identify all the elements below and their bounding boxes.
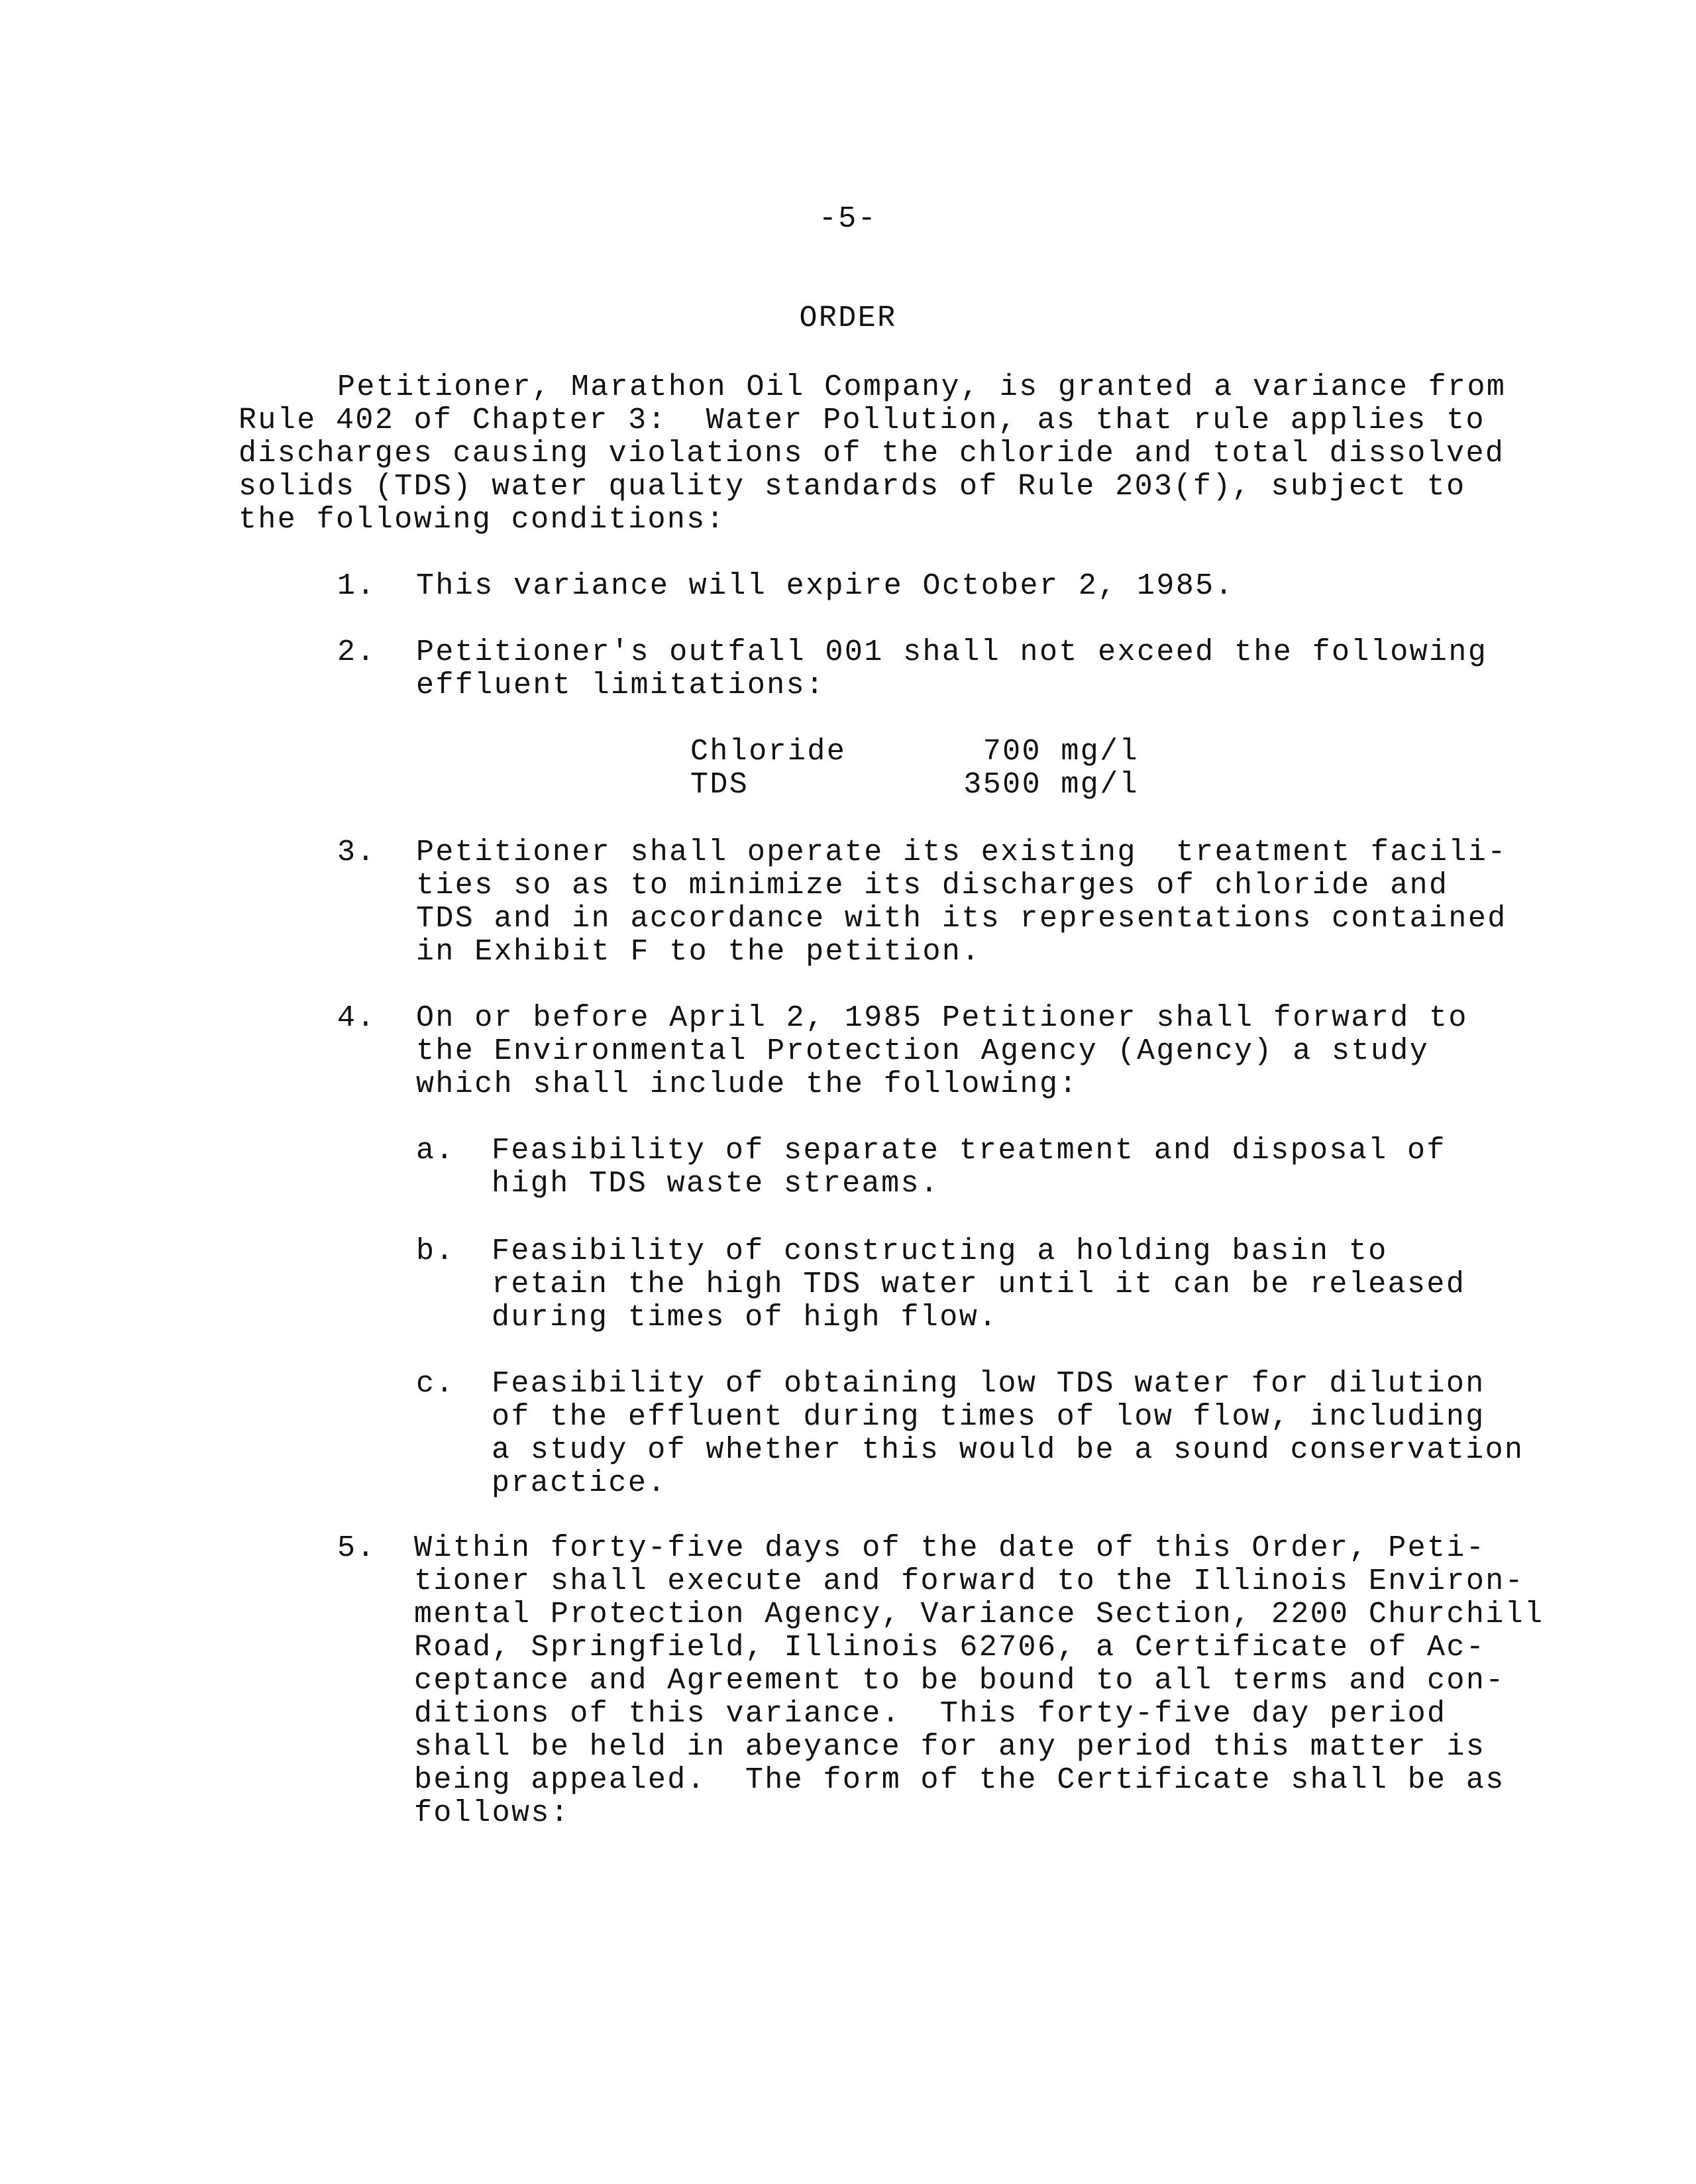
study-text: retain the high TDS water until it can be released bbox=[492, 1268, 1466, 1301]
condition-text: effluent limitations: bbox=[416, 669, 825, 702]
condition-text: mental Protection Agency, Variance Section, 2200 Churchill bbox=[414, 1598, 1544, 1631]
study-text: high TDS waste streams. bbox=[492, 1167, 940, 1201]
condition-text: follows: bbox=[414, 1796, 570, 1830]
study-letter: a. bbox=[416, 1134, 455, 1168]
condition-text: Petitioner's outfall 001 shall not exceed the following bbox=[416, 635, 1488, 669]
limit-value: 3500 mg/l bbox=[963, 768, 1139, 802]
condition-text: Road, Springfield, Illinois 62706, a Certificate of Ac- bbox=[414, 1631, 1486, 1665]
study-text: Feasibility of obtaining low TDS water for dilution bbox=[492, 1367, 1485, 1401]
condition-number: 3. bbox=[337, 836, 376, 869]
study-text: Feasibility of separate treatment and disposal of bbox=[492, 1134, 1446, 1168]
condition-number: 2. bbox=[337, 635, 376, 669]
condition-text: On or before April 2, 1985 Petitioner shall forward to bbox=[416, 1001, 1468, 1035]
study-text: practice. bbox=[492, 1466, 667, 1500]
condition-text: This variance will expire October 2, 1985. bbox=[416, 569, 1234, 603]
study-text: of the effluent during times of low flow, including bbox=[492, 1400, 1485, 1434]
study-letter: b. bbox=[416, 1234, 455, 1268]
intro-line: discharges causing violations of the chloride and total dissolved bbox=[238, 437, 1505, 470]
condition-text: tioner shall execute and forward to the Illinois Environ- bbox=[414, 1564, 1525, 1598]
intro-line: solids (TDS) water quality standards of Rule 203(f), subject to bbox=[238, 470, 1466, 504]
limit-param: TDS bbox=[690, 768, 749, 802]
condition-text: ties so as to minimize its discharges of chloride and bbox=[416, 869, 1449, 902]
limit-param: Chloride bbox=[690, 735, 847, 769]
limit-value: 700 mg/l bbox=[982, 735, 1139, 769]
condition-number: 5. bbox=[337, 1531, 376, 1565]
condition-text: ditions of this variance. This forty-five day period bbox=[414, 1697, 1447, 1731]
page-number: -5- bbox=[818, 202, 878, 236]
order-heading: ORDER bbox=[799, 301, 897, 335]
condition-text: Within forty-five days of the date of this Order, Peti- bbox=[414, 1531, 1486, 1565]
condition-text: which shall include the following: bbox=[416, 1067, 1079, 1101]
condition-text: Petitioner shall operate its existing treatment facili- bbox=[416, 836, 1507, 869]
intro-line: the following conditions: bbox=[238, 503, 726, 537]
study-text: a study of whether this would be a sound conservation bbox=[492, 1433, 1524, 1467]
study-text: Feasibility of constructing a holding basin to bbox=[492, 1234, 1388, 1268]
condition-text: being appealed. The form of the Certificate shall be as bbox=[414, 1763, 1505, 1797]
condition-number: 1. bbox=[337, 569, 376, 603]
study-letter: c. bbox=[416, 1367, 455, 1401]
condition-text: ceptance and Agreement to be bound to all terms and con- bbox=[414, 1664, 1505, 1698]
condition-text: shall be held in abeyance for any period this matter is bbox=[414, 1730, 1486, 1764]
intro-line: Rule 402 of Chapter 3: Water Pollution, as that rule applies to bbox=[238, 404, 1485, 437]
study-text: during times of high flow. bbox=[492, 1301, 998, 1335]
condition-number: 4. bbox=[337, 1001, 376, 1035]
condition-text: TDS and in accordance with its representations contained bbox=[416, 902, 1507, 936]
intro-line: Petitioner, Marathon Oil Company, is granted a variance from bbox=[337, 370, 1507, 404]
condition-text: in Exhibit F to the petition. bbox=[416, 935, 981, 969]
condition-text: the Environmental Protection Agency (Agency) a study bbox=[416, 1034, 1430, 1068]
